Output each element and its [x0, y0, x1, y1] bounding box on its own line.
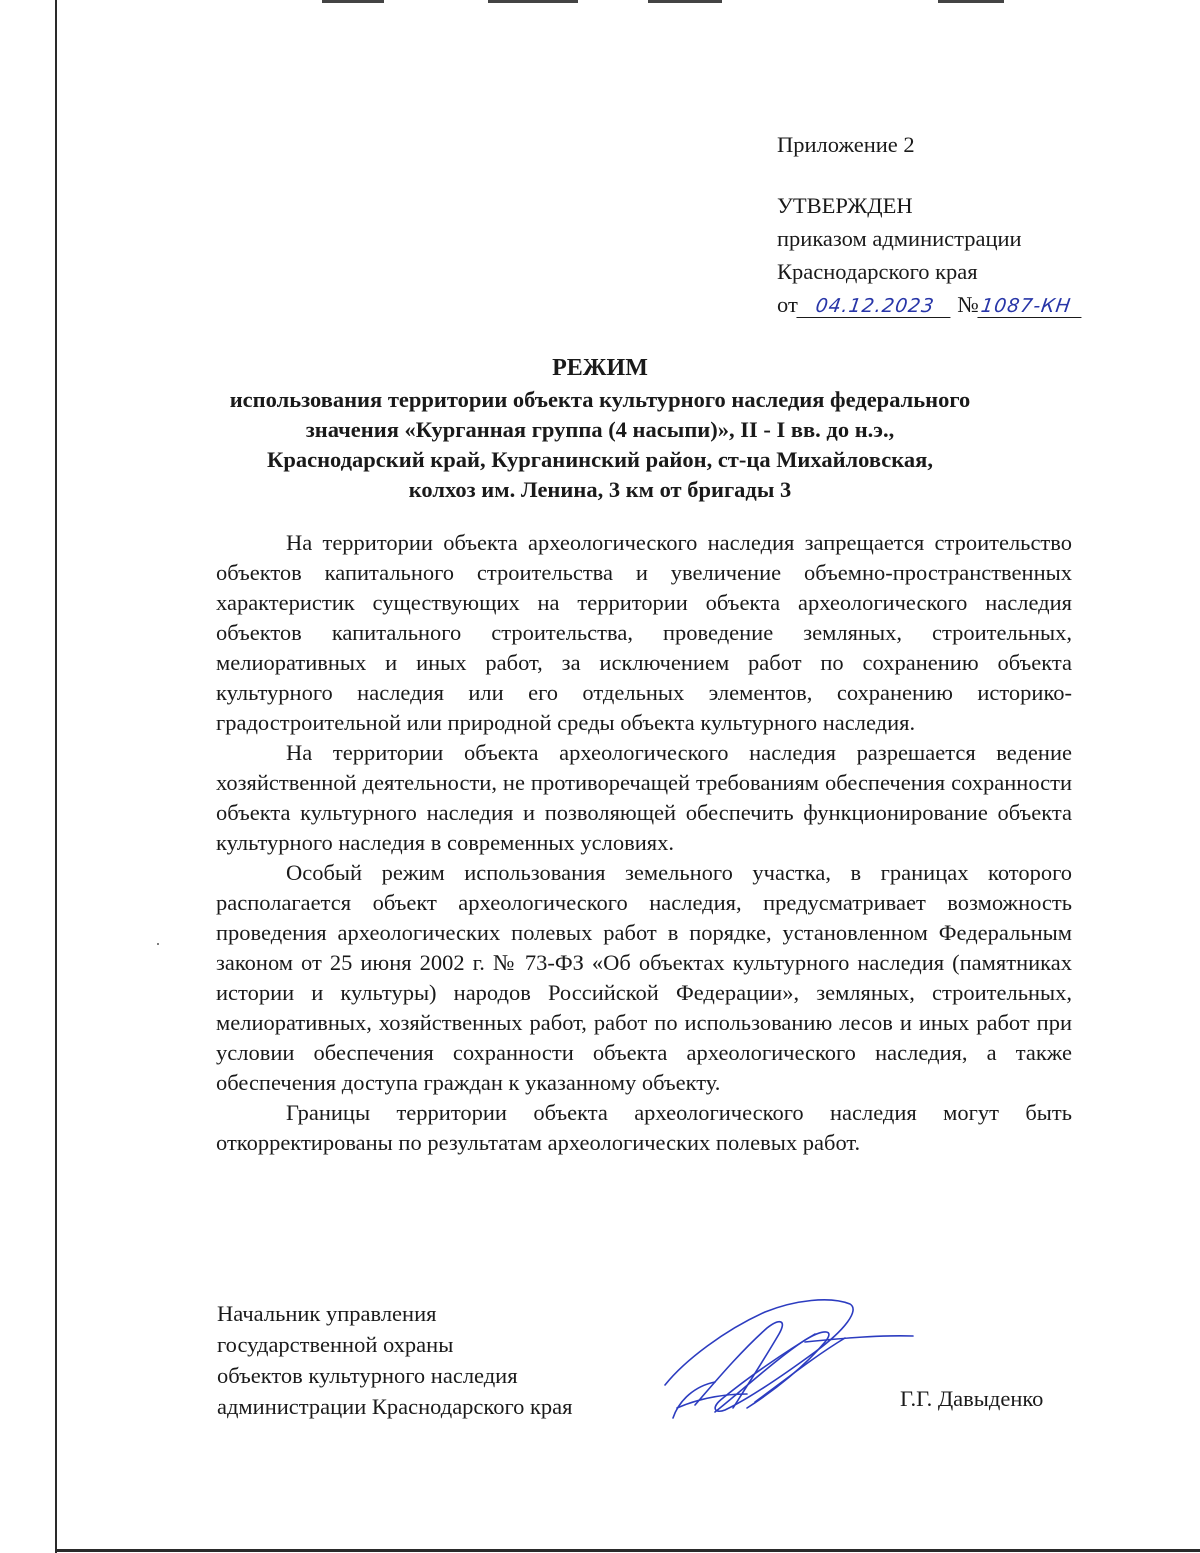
annex-label: Приложение 2 — [777, 132, 915, 157]
paragraph-prohibition: На территории объекта археологического наследия запрещается строительство объектов капитального строительства и увеличение объемно-пространственных характеристик существующих на территории объекта археологического наследия объектов капитального строительства, проведение земляных, строительных, мелиоративных и иных работ, за исключением работ по сохранению объекта культурного наследия или его отдельных элементов, сохранению историко-градостроительной или природной среды объекта культурного наследия. — [216, 530, 1072, 735]
order-date-number-line — [777, 288, 1083, 321]
scan-speck — [157, 943, 159, 945]
title-line: использования территории объекта культурного наследия федерального — [229, 387, 971, 412]
title-line: Краснодарский край, Курганинский район, ст-ца Михайловская, — [267, 447, 933, 472]
document-body — [216, 528, 1072, 1158]
scan-top-mark — [322, 0, 384, 3]
handwritten-signature — [655, 1290, 925, 1430]
approved-region: Краснодарского края — [777, 259, 978, 284]
title-line: значения «Курганная группа (4 насыпи)», II - I вв. до н.э., — [305, 417, 895, 442]
scan-top-mark — [488, 0, 578, 3]
approved-by-order: приказом администрации — [777, 226, 1022, 251]
document-title — [160, 353, 1040, 505]
number-prefix: № — [957, 292, 979, 317]
order-date-handwritten: 04.12.2023 — [796, 295, 953, 318]
title-line: колхоз им. Ленина, 3 км от бригады 3 — [408, 477, 792, 502]
order-number-handwritten: 1087-КН — [977, 295, 1084, 318]
scan-top-mark — [648, 0, 722, 3]
paragraph-permission: На территории объекта археологического наследия разрешается ведение хозяйственной деятельности, не противоречащей требованиям обеспечения сохранности объекта культурного наследия и позволяющей обеспечить функционирование объекта культурного наследия в современных условиях. — [216, 740, 1072, 855]
paragraph-boundaries: Границы территории объекта археологического наследия могут быть откорректированы по результатам археологических полевых работ. — [216, 1100, 1072, 1155]
scan-left-edge — [55, 0, 57, 1553]
signatory-name: Г.Г. Давыденко — [900, 1386, 1044, 1411]
signatory-position — [217, 1298, 573, 1422]
approval-block — [777, 128, 1083, 321]
date-prefix: от — [777, 292, 798, 317]
position-line: Начальник управления — [217, 1301, 437, 1326]
paragraph-special-regime: Особый режим использования земельного участка, в границах которого располагается объект археологического наследия, предусматривает возможность проведения археологических полевых работ в порядке, установленном Федеральным законом от 25 июня 2002 г. № 73-ФЗ «Об объектах культурного наследия (памятниках истории и культуры) народов Российской Федерации», земляных, строительных, мелиоративных, хозяйственных работ, работ по использованию лесов и иных работ при условии обеспечения сохранности объекта археологического наследия, а также обеспечения доступа граждан к указанному объекту. — [216, 860, 1072, 1095]
position-line: администрации Краснодарского края — [217, 1394, 573, 1419]
scan-top-mark — [938, 0, 1004, 3]
position-line: государственной охраны — [217, 1332, 454, 1357]
title-main: РЕЖИМ — [552, 355, 648, 381]
scan-bottom-edge — [55, 1549, 1200, 1552]
approved-label: УТВЕРЖДЕН — [777, 193, 913, 218]
position-line: объектов культурного наследия — [217, 1363, 518, 1388]
